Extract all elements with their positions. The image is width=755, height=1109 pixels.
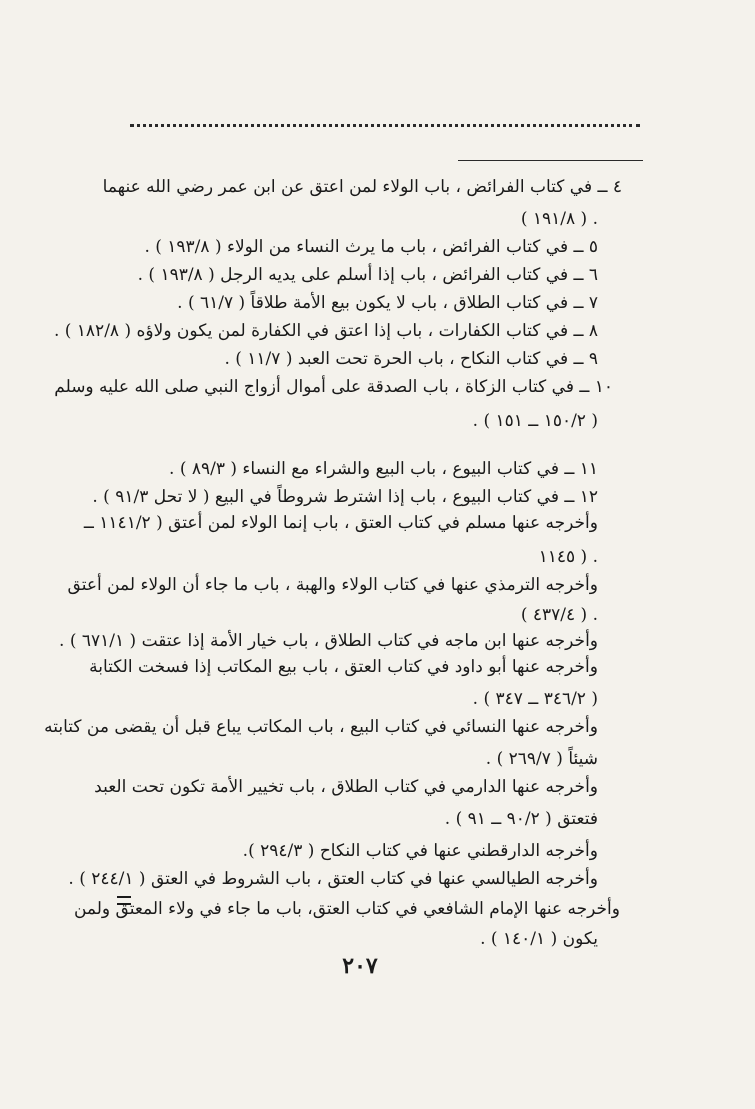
- footnote-line: وأخرجه الترمذي عنها في كتاب الولاء والهبة ، باب ما جاء أن الولاء لمن أعتق: [67, 575, 598, 595]
- footnote-line: وأخرجه عنها النسائي في كتاب البيع ، باب المكاتب يباع قبل أن يقضى من كتابته: [44, 717, 598, 737]
- footnote-line: ١٢ ــ في كتاب البيوع ، باب إذا اشترط شروطاً في البيع ( لا تحل ٩١/٣ ) .: [92, 487, 598, 507]
- footnote-line: وأخرجه عنها الدارمي في كتاب الطلاق ، باب تخيير الأمة تكون تحت العبد: [94, 777, 598, 797]
- footnote-line: ٩ ــ في كتاب النكاح ، باب الحرة تحت العبد ( ١١/٧ ) .: [224, 349, 598, 369]
- footnote-line: ١١٤٥ ) .: [538, 547, 598, 567]
- footnote-line: ٦ ــ في كتاب الفرائض ، باب إذا أسلم على يديه الرجل ( ١٩٣/٨ ) .: [137, 265, 598, 285]
- page-number: ٢٠٧: [342, 953, 378, 979]
- footnote-line: وأخرجه الطيالسي عنها في كتاب العتق ، باب الشروط في العتق ( ٢٤٤/١ ) .: [68, 869, 598, 889]
- footnote-line: شيئاً ( ٢٦٩/٧ ) .: [485, 749, 598, 769]
- footnote-line: ٤ ــ في كتاب الفرائض ، باب الولاء لمن اعتق عن ابن عمر رضي الله عنهما: [102, 177, 622, 197]
- footnote-line: ٧ ــ في كتاب الطلاق ، باب لا يكون بيع الأمة طلاقاً ( ٦١/٧ ) .: [177, 293, 598, 313]
- footnote-line: ( ٤٣٧/٤ ) .: [520, 605, 598, 625]
- footnote-line: ( ٣٤٦/٢ ــ ٣٤٧ ) .: [472, 689, 598, 709]
- footnote-line: ١١ ــ في كتاب البيوع ، باب البيع والشراء مع النساء ( ٨٩/٣ ) .: [169, 459, 598, 479]
- footnote-line: فتعتق ( ٩٠/٢ ــ ٩١ ) .: [444, 809, 598, 829]
- footnote-line: ( ١٩١/٨ ) .: [520, 209, 598, 229]
- footnote-line: وأخرجه الدارقطني عنها في كتاب النكاح ( ٢٩٤/٣ ).: [242, 841, 598, 861]
- footnote-line: يكون ( ١٤٠/١ ) .: [480, 929, 598, 949]
- footnote-line: وأخرجه عنها ابن ماجه في كتاب الطلاق ، باب خيار الأمة إذا عتقت ( ٦٧١/١ ) .: [59, 631, 598, 651]
- footnote-line: وأخرجه عنها الإمام الشافعي في كتاب العتق، باب ما جاء في ولاء المعتق ولمن: [73, 899, 620, 919]
- footnote-line: وأخرجه عنها أبو داود في كتاب العتق ، باب بيع المكاتب إذا فسخت الكتابة: [89, 657, 598, 677]
- footnote-line: ١٠ ــ في كتاب الزكاة ، باب الصدقة على أموال أزواج النبي صلى الله عليه وسلم: [54, 377, 613, 397]
- footnote-line: ٨ ــ في كتاب الكفارات ، باب إذا اعتق في الكفارة لمن يكون ولاؤه ( ١٨٢/٨ ) .: [53, 321, 598, 341]
- footnote-line: ( ١٥٠/٢ ــ ١٥١ ) .: [472, 411, 598, 431]
- footnote-line: ٥ ــ في كتاب الفرائض ، باب ما يرث النساء من الولاء ( ١٩٣/٨ ) .: [144, 237, 598, 257]
- continuation-mark: [117, 896, 131, 905]
- footnote-line: وأخرجه عنها مسلم في كتاب العتق ، باب إنما الولاء لمن أعتق ( ١١٤١/٢ ــ: [83, 513, 598, 533]
